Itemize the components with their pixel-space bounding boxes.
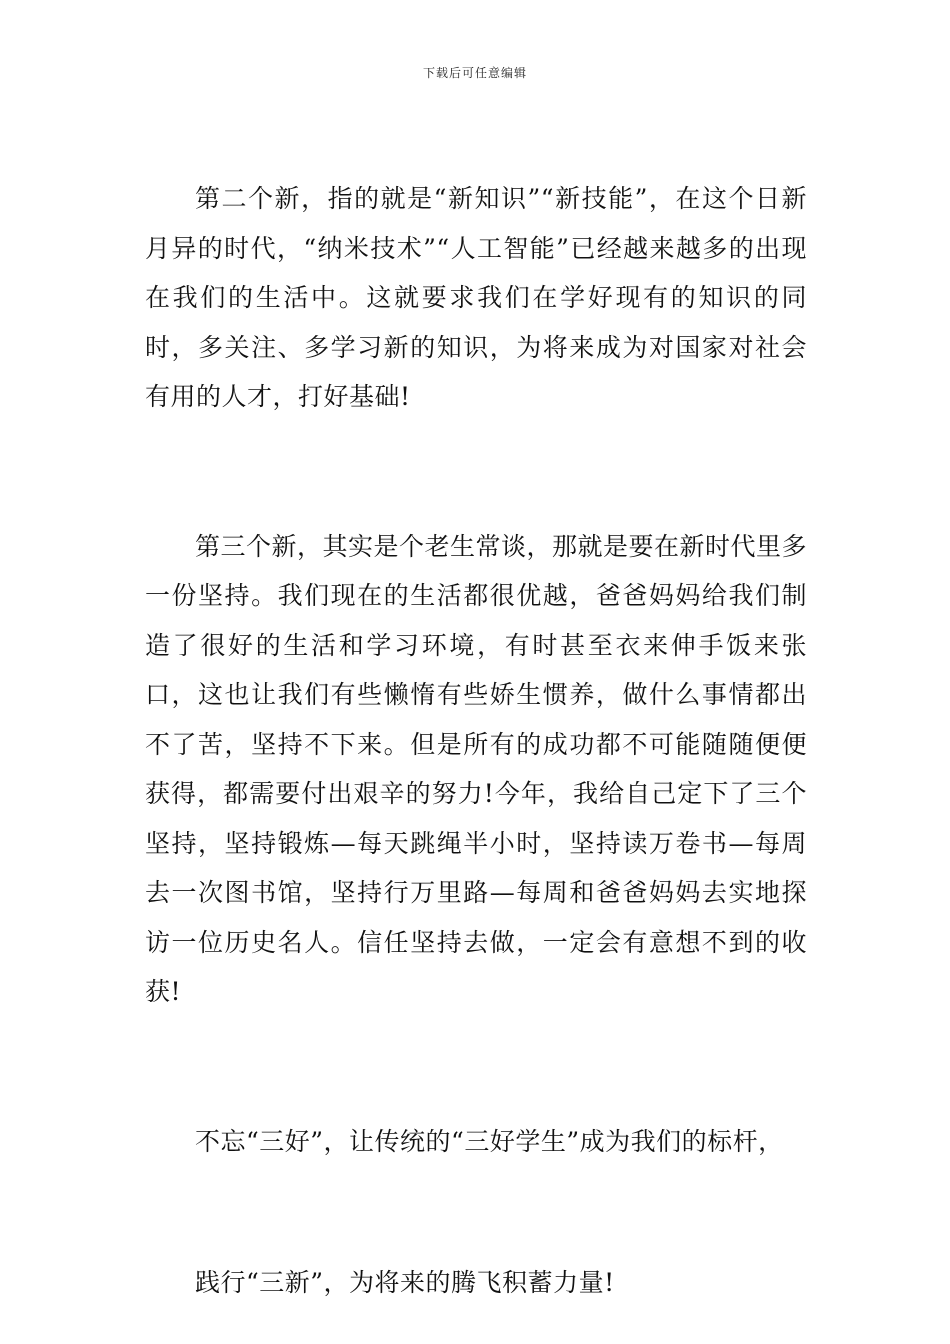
page-header: 下载后可任意编辑 <box>422 66 527 80</box>
paragraph-three-good: 不忘“三好”，让传统的“三好学生”成为我们的标杆， <box>195 1126 784 1156</box>
paragraph-three-new: 践行“三新”，为将来的腾飞积蓄力量! <box>195 1268 615 1297</box>
paragraph-spacer <box>145 1017 807 1117</box>
document-body <box>145 174 807 1308</box>
paragraph-third-new: 第三个新，其实是个老生常谈，那就是要在新时代里多一份坚持。我们现在的生活都很优越，爸爸妈妈给我们制造了很好的生活和学习环境，有时甚至衣来伸手饭来张口，这也让我们有些懒惰有些娇生惯养，做什么事情都出不了苦，坚持不下来。但是所有的成功都不可能随随便便获得，都需要付出艰辛的努力!今年，我给自己定下了三个坚持，坚持锻炼—每天跳绳半小时，坚持读万卷书—每周去一次图书馆，坚持行万里路—每周和爸爸妈妈去实地探访一位历史名人。信任坚持去做，一定会有意想不到的收获! <box>145 531 808 1006</box>
paragraph-second-new: 第二个新，指的就是“新知识”“新技能”，在这个日新月异的时代，“纳米技术”“人工智能”已经越来越多的出现在我们的生活中。这就要求我们在学好现有的知识的同时，多关注、多学习新的知识，为将来成为对国家对社会有用的人才，打好基础! <box>145 184 807 411</box>
paragraph-spacer <box>145 422 807 522</box>
paragraph-spacer <box>145 1166 807 1258</box>
